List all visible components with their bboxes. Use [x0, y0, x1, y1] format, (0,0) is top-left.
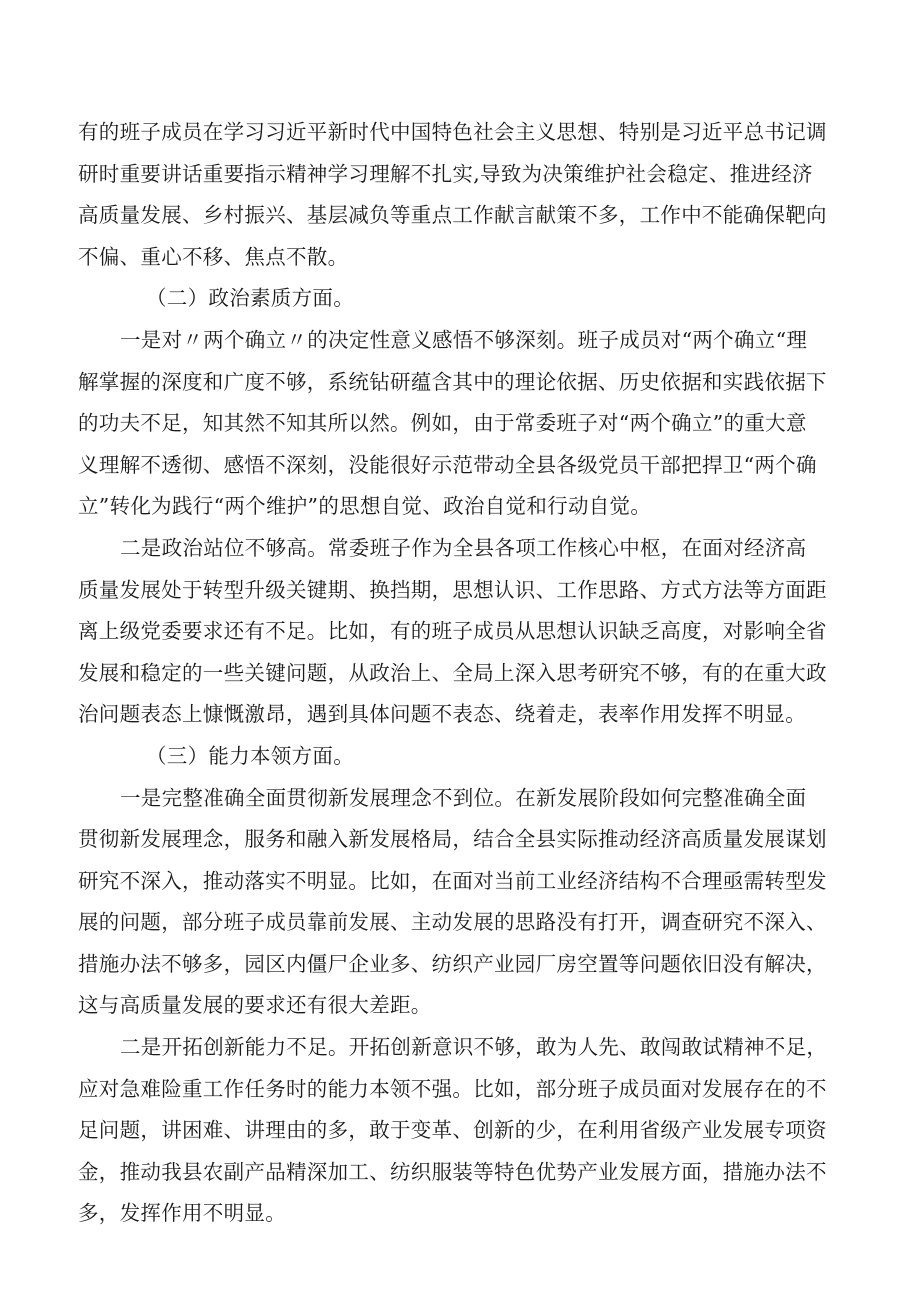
- text-line: 的功夫不足，知其然不知其所以然。例如，由于常委班子对“两个确立”的重大意: [78, 411, 807, 436]
- section-heading-text: （二）政治素质方面。: [146, 286, 354, 311]
- text-line: 有的班子成员在学习习近平新时代中国特色社会主义思想、特别是习近平总书记调: [78, 120, 827, 144]
- text-line: 金，推动我县农副产品精深加工、纺织服装等特色优势产业发展方面，措施办法不: [78, 1159, 827, 1184]
- text-line: 解掌握的深度和广度不够，系统钻研蕴含其中的理论依据、历史依据和实践依据下: [78, 369, 827, 394]
- paragraph: [78, 528, 870, 736]
- text-line: 质量发展处于转型升级关键期、换挡期，思想认识、工作思路、方式方法等方面距: [78, 577, 827, 602]
- text-line: 这与高质量发展的要求还有很大差距。: [78, 993, 432, 1018]
- text-line: 应对急难险重工作任务时的能力本领不强。比如，部分班子成员面对发展存在的不: [78, 1076, 827, 1101]
- text-line: 措施办法不够多，园区内僵尸企业多、纺织产业园厂房空置等问题依旧没有解决，: [78, 951, 827, 976]
- text-line: 研究不深入，推动落实不明显。比如，在面对当前工业经济结构不合理亟需转型发: [78, 868, 827, 893]
- text-line: 研时重要讲话重要指示精神学习理解不扎实,导致为决策维护社会稳定、推进经济: [78, 161, 813, 186]
- text-line: 一是对〃两个确立〃的决定性意义感悟不够深刻。班子成员对“两个确立“理: [120, 327, 808, 352]
- section-heading-text: （三）能力本领方面。: [146, 743, 354, 768]
- text-line: 展的问题，部分班子成员靠前发展、主动发展的思路没有打开，调查研究不深入、: [78, 910, 827, 935]
- text-line: 贯彻新发展理念，服务和融入新发展格局，结合全县实际推动经济高质量发展谋划: [78, 827, 827, 852]
- text-line: 二是开拓创新能力不足。开拓创新意识不够，敢为人先、敢闯敢试精神不足，: [120, 1035, 828, 1060]
- text-line: 多，发挥作用不明显。: [78, 1201, 286, 1226]
- text-line: 高质量发展、乡村振兴、基层减负等重点工作献言献策不多，工作中不能确保靶向: [78, 203, 827, 228]
- section-heading: [78, 278, 870, 320]
- paragraph: [78, 112, 870, 278]
- text-line: 发展和稳定的一些关键问题，从政治上、全局上深入思考研究不够，有的在重大政: [78, 660, 827, 685]
- text-line: 义理解不透彻、感悟不深刻，没能很好示范带动全县各级党员干部把捍卫“两个确: [78, 452, 817, 477]
- text-line: 治问题表态上慷慨激昂，遇到具体问题不表态、绕着走，表率作用发挥不明显。: [78, 702, 806, 727]
- document-body: [78, 112, 870, 1235]
- text-line: 离上级党委要求还有不足。比如，有的班子成员从思想认识缺乏高度，对影响全省: [78, 619, 827, 644]
- text-line: 足问题，讲困难、讲理由的多，敢于变革、创新的少，在利用省级产业发展专项资: [78, 1118, 827, 1143]
- paragraph: [78, 320, 870, 528]
- text-line: 不偏、重心不移、焦点不散。: [78, 244, 349, 269]
- text-line: 立”转化为践行“两个维护”的思想自觉、政治自觉和行动自觉。: [78, 494, 652, 519]
- section-heading: [78, 736, 870, 778]
- paragraph: [78, 778, 870, 1028]
- text-line: 一是完整准确全面贯彻新发展理念不到位。在新发展阶段如何完整准确全面: [120, 785, 807, 810]
- text-line: 二是政治站位不够高。常委班子作为全县各项工作核心中枢，在面对经济高: [120, 535, 807, 560]
- paragraph: [78, 1027, 870, 1235]
